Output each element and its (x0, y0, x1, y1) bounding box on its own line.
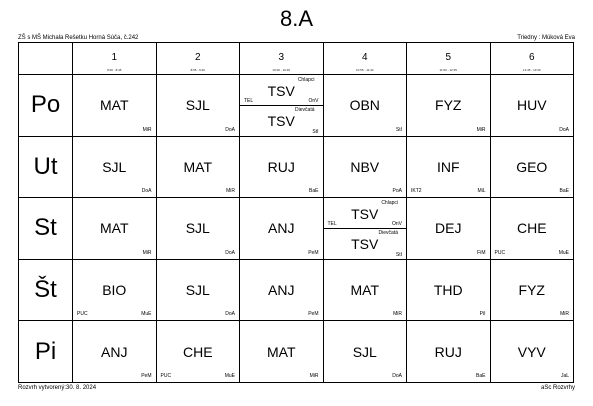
day-row (19, 259, 574, 321)
lesson-cell[interactable] (323, 75, 407, 137)
day-name: Št (19, 259, 73, 321)
corner-cell (19, 43, 73, 75)
lesson-teacher: MuE (224, 372, 235, 379)
lesson-cell[interactable] (490, 321, 574, 383)
lesson-teacher: MiR (142, 249, 152, 256)
group-lesson[interactable] (324, 198, 407, 229)
lesson-cell[interactable] (240, 321, 324, 383)
lesson-room: PUC (160, 372, 172, 379)
lesson-teacher: DoA (559, 126, 569, 133)
lesson-teacher: StI (395, 126, 402, 133)
lesson-subject: CHE (182, 343, 213, 360)
lesson-cell[interactable] (73, 259, 157, 321)
lesson-room: TEL (244, 98, 254, 105)
lesson-teacher: MuE (558, 249, 569, 256)
lesson-cell[interactable] (73, 321, 157, 383)
lesson-teacher: MiL (477, 188, 486, 195)
lesson-room: PUC (77, 311, 88, 318)
lesson-teacher: FiM (477, 249, 486, 256)
lesson-teacher: MiR (476, 126, 486, 133)
day-row (19, 198, 574, 260)
lesson-subject: FYZ (435, 97, 462, 114)
lesson-cell[interactable] (490, 136, 574, 198)
lesson-teacher: DoA (225, 311, 235, 318)
group-name: Chlapci (381, 200, 398, 207)
lesson-subject: BIO (102, 282, 127, 299)
lesson-subject: RUJ (434, 343, 462, 360)
class-teacher: Triedny : Múková Eva (517, 35, 575, 41)
page-title: 8.A (279, 6, 314, 31)
period-header-row (19, 43, 574, 75)
lesson-subject: CHE (516, 220, 547, 237)
period-number: 4 (361, 52, 368, 63)
period-header-3 (240, 43, 324, 75)
lesson-teacher: PeM (141, 372, 152, 379)
lesson-teacher: BaE (309, 188, 319, 195)
lesson-teacher: MiR (393, 311, 402, 318)
lesson-teacher: PiI (479, 311, 486, 318)
lesson-cell[interactable] (156, 321, 240, 383)
lesson-teacher: StI (395, 251, 402, 258)
lesson-cell[interactable] (407, 198, 491, 260)
lesson-cell[interactable] (240, 259, 324, 321)
lesson-cell[interactable] (156, 198, 240, 260)
lesson-teacher: BaE (559, 188, 569, 195)
lesson-teacher: DoA (392, 372, 402, 379)
period-number: 2 (194, 52, 201, 63)
school-name: ZŠ s MŠ Michala Rešetku Horná Súča, č.242 (18, 35, 139, 41)
lesson-subject: RUJ (267, 158, 295, 175)
lesson-cell[interactable] (73, 198, 157, 260)
lesson-cell[interactable] (407, 136, 491, 198)
lesson-subject: OBN (349, 97, 380, 114)
lesson-subject: HUV (516, 97, 547, 114)
lesson-teacher: MiR (309, 372, 319, 379)
lesson-cell[interactable] (73, 75, 157, 137)
lesson-room: PUC (494, 249, 506, 256)
group-lesson[interactable] (324, 228, 407, 258)
day-name: St (19, 198, 73, 260)
lesson-teacher: DoA (141, 188, 152, 195)
period-time: 10:55 - 11:40 (356, 68, 374, 72)
lesson-cell[interactable] (156, 259, 240, 321)
lesson-subject: DEJ (435, 220, 462, 237)
period-time: 10:00 - 10:45 (272, 68, 291, 72)
lesson-subject: SJL (185, 97, 210, 114)
lesson-cell[interactable] (490, 75, 574, 137)
lesson-subject: ANJ (268, 282, 295, 299)
lesson-subject: VYV (517, 343, 546, 360)
lesson-subject: THD (433, 282, 463, 299)
period-number: 5 (445, 52, 452, 63)
lesson-cell[interactable] (407, 75, 491, 137)
lesson-subject: SJL (102, 158, 127, 175)
period-number: 6 (528, 52, 535, 63)
group-lesson[interactable] (240, 75, 323, 106)
period-time: 8:00 - 8:45 (107, 68, 122, 72)
period-time: 12:45 - 13:30 (522, 68, 541, 72)
lesson-teacher: PeM (308, 311, 319, 318)
lesson-cell[interactable] (156, 75, 240, 137)
period-number: 3 (278, 52, 285, 63)
lesson-cell[interactable] (323, 136, 407, 198)
group-name: Dievčatá (295, 107, 315, 114)
lesson-room: TEL (327, 221, 337, 228)
period-header-1 (73, 43, 157, 75)
period-header-5 (407, 43, 491, 75)
lesson-cell[interactable] (156, 136, 240, 198)
lesson-subject: INF (436, 158, 460, 175)
lesson-teacher: PeM (308, 249, 319, 256)
lesson-teacher: MiR (142, 126, 152, 133)
lesson-subject: TSV (351, 236, 379, 253)
lesson-teacher: MiR (560, 311, 569, 318)
lesson-subject: NBV (350, 158, 380, 175)
lesson-cell[interactable] (240, 198, 324, 260)
lesson-subject: GEO (516, 158, 548, 175)
period-number: 1 (111, 52, 118, 63)
lesson-cell[interactable] (240, 75, 324, 137)
day-name: Pi (19, 321, 73, 383)
group-name: Dievčatá (378, 230, 398, 237)
lesson-subject: MAT (99, 97, 129, 114)
lesson-teacher: DoA (225, 249, 235, 256)
lesson-cell[interactable] (323, 259, 407, 321)
lesson-subject: TSV (267, 83, 295, 99)
lesson-subject: ANJ (268, 220, 295, 237)
lesson-teacher: MiR (226, 188, 235, 195)
lesson-teacher: JaL (560, 372, 569, 379)
lesson-subject: FYZ (518, 282, 545, 299)
lesson-room: IKT2 (411, 188, 422, 195)
period-time: 8:55 - 9:40 (190, 68, 205, 72)
lesson-teacher: DoA (225, 126, 235, 133)
period-header-6 (490, 43, 574, 75)
lesson-subject: MAT (99, 220, 129, 237)
created-date: Rozvrh vytvorený:30. 8. 2024 (18, 385, 97, 391)
day-row (19, 75, 574, 137)
lesson-teacher: OnV (308, 98, 319, 105)
lesson-cell[interactable] (240, 136, 324, 198)
period-header-2 (156, 43, 240, 75)
day-row (19, 136, 574, 198)
lesson-cell[interactable] (407, 321, 491, 383)
lesson-teacher: BaE (476, 372, 486, 379)
software-credit: aSc Rozvrhy (540, 385, 575, 391)
lesson-subject: MAT (183, 158, 212, 175)
period-header-4 (323, 43, 407, 75)
timetable-grid (18, 42, 574, 383)
day-name: Po (19, 75, 73, 137)
day-name: Ut (19, 136, 73, 198)
lesson-cell[interactable] (323, 321, 407, 383)
lesson-teacher: OnV (391, 221, 402, 228)
period-time: 11:50 - 12:35 (439, 68, 457, 72)
group-lesson[interactable] (240, 105, 323, 135)
lesson-teacher: MuE (141, 311, 152, 318)
lesson-subject: TSV (267, 113, 295, 130)
lesson-subject: ANJ (101, 343, 128, 360)
lesson-cell[interactable] (407, 259, 491, 321)
lesson-cell[interactable] (73, 136, 157, 198)
lesson-subject: MAT (266, 343, 296, 360)
day-row (19, 321, 574, 383)
lesson-cell[interactable] (490, 198, 574, 260)
lesson-teacher: PoA (392, 188, 402, 195)
lesson-subject: TSV (351, 206, 379, 223)
lesson-cell[interactable] (490, 259, 574, 321)
lesson-subject: MAT (350, 282, 379, 299)
lesson-teacher: StI (312, 128, 319, 135)
group-name: Chlapci (297, 77, 315, 83)
lesson-cell[interactable] (323, 198, 407, 260)
lesson-subject: SJL (185, 282, 210, 299)
lesson-subject: SJL (185, 220, 210, 237)
lesson-subject: SJL (352, 343, 377, 360)
